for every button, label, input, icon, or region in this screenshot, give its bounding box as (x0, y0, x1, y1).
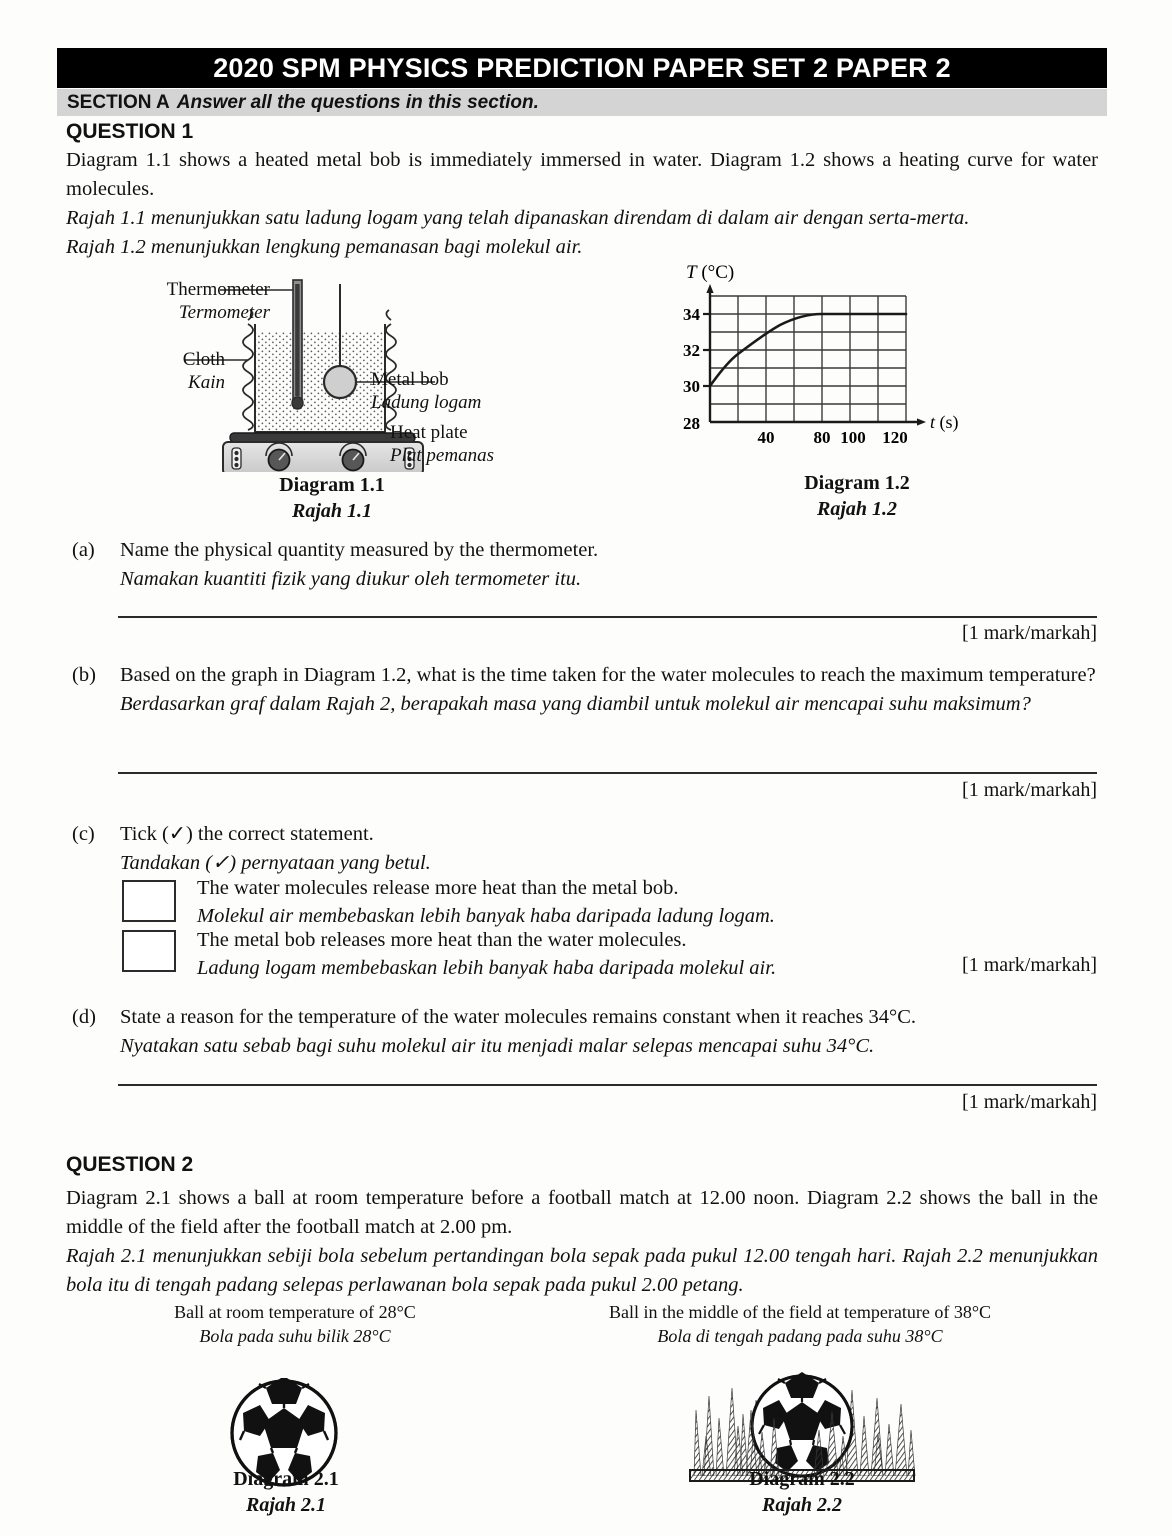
label-thermometer-en: Thermometer (166, 279, 270, 300)
label-cloth (145, 348, 225, 394)
marks-1d-text: [1 mark/markah] (962, 1091, 1097, 1113)
soccer-ball-in-grass (752, 1372, 852, 1476)
question-2-intro-en: Diagram 2.1 shows a ball at room temperature before a football match at 12.00 noon. Diagram 2.2 shows the ball in the middle of the field after the football match at 2.00 pm. (66, 1187, 1098, 1238)
page-title: 2020 SPM PHYSICS PREDICTION PAPER SET 2 PAPER 2 (213, 52, 951, 83)
caption-diagram-2-2 (652, 1466, 952, 1518)
question-1a-my: Namakan kuantiti fizik yang diukur oleh termometer itu. (120, 568, 582, 590)
answer-line-1d[interactable] (118, 1084, 1097, 1086)
marks-1d (0, 1091, 1097, 1114)
question-1a-tag: (a) (72, 539, 95, 561)
chart-xtick-80: 80 (813, 428, 831, 447)
section-label: SECTION A (67, 91, 170, 113)
caption-diagram-1-2-my: Rajah 1.2 (816, 498, 898, 520)
diagram-2-2-title-my: Bola di tengah padang pada suhu 38°C (657, 1326, 943, 1346)
question-1b-my: Berdasarkan graf dalam Rajah 2, berapakah masa yang diambil untuk molekul air mencapai suhu maksimum? (120, 693, 1031, 715)
option-2-en: The metal bob releases more heat than the water molecules. (197, 929, 687, 951)
caption-diagram-2-1 (136, 1466, 436, 1518)
chart-xtick-100: 100 (840, 428, 866, 447)
thermometer-glyph (292, 280, 303, 409)
chart-ylabel: T (°C) (686, 262, 735, 283)
diagram-2-1-title (110, 1300, 480, 1348)
caption-diagram-1-2-en: Diagram 1.2 (804, 472, 910, 494)
label-thermometer-my: Termometer (178, 302, 270, 323)
label-cloth-my: Kain (188, 372, 225, 393)
caption-diagram-1-1-en: Diagram 1.1 (279, 474, 385, 496)
caption-diagram-2-2-my: Rajah 2.2 (761, 1494, 843, 1516)
chart-xtick-40: 40 (757, 428, 775, 447)
question-1-intro-my-2: Rajah 1.2 menunjukkan lengkung pemanasan bagi molekul air. (66, 236, 583, 258)
question-1c-en: Tick (✓) the correct statement. (120, 823, 374, 845)
marks-1c-text: [1 mark/markah] (962, 954, 1097, 976)
page-title-bar (57, 48, 1107, 88)
chart-ytick-34: 34 (683, 305, 700, 324)
label-metal-bob (371, 368, 481, 414)
diagram-2-1-title-en: Ball at room temperature of 28°C (174, 1302, 416, 1322)
label-metal-bob-en: Metal bob (371, 369, 449, 390)
option-1-statement (197, 874, 1077, 930)
label-metal-bob-my: Ladung logam (371, 392, 482, 413)
question-1b (72, 661, 1098, 719)
question-1a-en: Name the physical quantity measured by the thermometer. (120, 539, 599, 561)
question-2-intro-my: Rajah 2.1 menunjukkan sebiji bola sebelum pertandingan bola sepak pada pukul 12.00 tengah hari. Rajah 2.2 menunjukkan bola itu di tengah padang selepas perlawanan bola sepak pada pukul 2.00 petang. (66, 1245, 1098, 1296)
chart-ytick-30: 30 (683, 377, 700, 396)
marks-1b-text: [1 mark/markah] (962, 779, 1097, 801)
question-1-intro-my-1: Rajah 1.1 menunjukkan satu ladung logam yang telah dipanaskan direndam di dalam air dengan serta-merta. (66, 207, 970, 229)
answer-line-1b[interactable] (118, 772, 1097, 774)
marks-1c (0, 954, 1097, 977)
marks-1a (0, 622, 1097, 645)
option-1-en: The water molecules release more heat than the metal bob. (197, 877, 679, 899)
section-instruction: Answer all the questions in this section. (176, 91, 539, 113)
diagram-2-2-title (570, 1300, 1030, 1348)
question-1-intro-en: Diagram 1.1 shows a heated metal bob is immediately immersed in water. Diagram 1.2 shows a heating curve for water molecules. (66, 149, 1098, 200)
section-a-bar (57, 89, 1107, 116)
label-heat-plate-my: Plat pemanas (390, 445, 494, 466)
answer-line-1a[interactable] (118, 616, 1097, 618)
label-cloth-en: Cloth (182, 349, 225, 370)
chart-y-arrow (706, 284, 713, 293)
question-1d (72, 1003, 1098, 1061)
diagram-1-2-chart (668, 262, 968, 462)
diagram-2-1-title-my: Bola pada suhu bilik 28°C (199, 1326, 391, 1346)
question-1c-tag: (c) (72, 823, 95, 845)
chart-x-arrow (917, 418, 926, 425)
marks-1a-text: [1 mark/markah] (962, 622, 1097, 644)
caption-diagram-1-1 (182, 472, 482, 524)
question-1a (72, 536, 1098, 594)
label-heat-plate-en: Heat plate (390, 422, 468, 443)
diagram-2-2-title-en: Ball in the middle of the field at temperature of 38°C (608, 1302, 992, 1322)
chart-x-ticklabels (758, 428, 908, 447)
cloth-left (243, 310, 253, 430)
chart-y-ticklabels (683, 305, 701, 433)
question-1b-en: Based on the graph in Diagram 1.2, what is the time taken for the water molecules to reach the maximum temperature? (120, 664, 1096, 686)
question-1c (72, 820, 1098, 878)
chart-ytick-32: 32 (683, 341, 700, 360)
caption-diagram-2-2-en: Diagram 2.2 (749, 1468, 855, 1490)
chart-xtick-120: 120 (882, 428, 908, 447)
option-1-my: Molekul air membebaskan lebih banyak haba daripada ladung logam. (197, 905, 775, 927)
heating-curve-chart (668, 262, 968, 467)
question-1-intro (66, 146, 1098, 262)
question-2-heading: QUESTION 2 (66, 1153, 194, 1176)
marks-1b (0, 779, 1097, 802)
question-1-heading: QUESTION 1 (66, 120, 194, 143)
caption-diagram-1-1-my: Rajah 1.1 (291, 500, 373, 522)
question-2-intro (66, 1184, 1098, 1300)
caption-diagram-2-1-my: Rajah 2.1 (245, 1494, 327, 1516)
option-2-my: Ladung logam membebaskan lebih banyak haba daripada molekul air. (197, 957, 777, 979)
caption-diagram-1-2 (707, 470, 1007, 522)
checkbox-option-1[interactable] (122, 880, 176, 922)
question-1c-my: Tandakan (✓) pernyataan yang betul. (120, 852, 431, 874)
question-1d-en: State a reason for the temperature of the water molecules remains constant when it reaches 34°C. (120, 1006, 917, 1028)
label-thermometer (148, 278, 270, 324)
question-1b-tag: (b) (72, 664, 96, 686)
question-1d-my: Nyatakan satu sebab bagi suhu molekul air itu menjadi malar selepas mencapai suhu 34°C. (120, 1035, 875, 1057)
caption-diagram-2-1-en: Diagram 2.1 (233, 1468, 339, 1490)
chart-xlabel: t (s) (930, 412, 959, 432)
question-1d-tag: (d) (72, 1006, 96, 1028)
metal-bob-glyph (324, 366, 356, 398)
label-heat-plate (390, 421, 494, 467)
hotplate-surface (230, 433, 415, 442)
chart-ytick-28: 28 (683, 414, 700, 433)
